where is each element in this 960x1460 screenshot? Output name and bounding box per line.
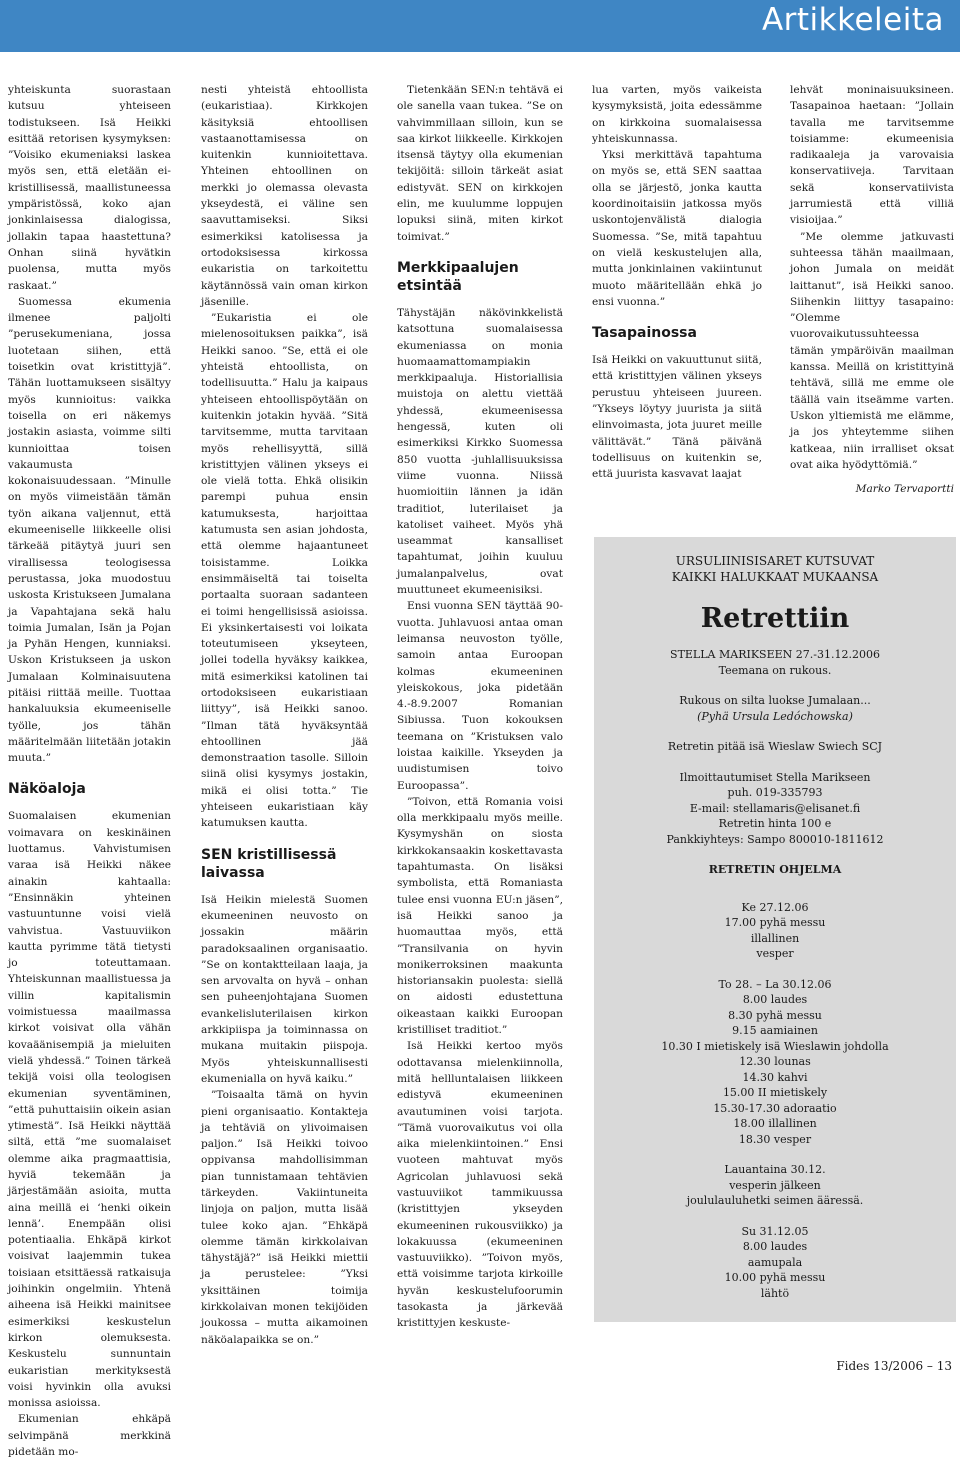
paragraph: Isä Heikki kertoo myös odottavansa mielenkiinnolla, mitä hellluntalaisen liikkeen edistyvä ekumeeninen avautuminen voisi tarjota. ”Tämä vuorovaikutus voi olla aika mielenkiintoinen.” Ensi vuoteen mahtuvat myös Agricolan juhlavuosi sekä vastuuviikot tammikuussa (kristittyjen ykseyden ekumeeninen rukousviikko) ja lokakuussa (ekumeeninen vastuuviikko). ”Toivon myös, että voisimme tarjota kirkoille hyvän keskustelufoorumin tasokasta ja järkevää kristittyjen keskuste- bbox=[397, 1040, 563, 1330]
program-line: Lauantaina 30.12. bbox=[724, 1163, 826, 1176]
header-bar bbox=[0, 0, 960, 52]
program-line: 9.15 aamiainen bbox=[732, 1024, 818, 1037]
paragraph: Ensi vuonna SEN täyttää 90-vuotta. Juhlavuosi antaa oman leimansa neuvoston työlle, samoin antaa Euroopan kolmas ekumeeninen yleiskokous, joka pidetään 4.-8.9.2007 Romanian Sibiussa. Tuon kokouksen teemana on ”Kristuksen valo loistaa kaikille. Ykseyden ja uudistumisen toivo Euroopassa”. bbox=[397, 600, 563, 792]
subheading: Merkkipaalujen etsintää bbox=[397, 259, 519, 294]
program-line: aamupala bbox=[747, 1255, 803, 1269]
paragraph: ”Toisaalta tämä on hyvin pieni organisaatio. Kontakteja ja tehtäviä on ylivoimaisen paljon.” Isä Heikki toivoo oppivansa mahdollisimman pian tunnistamaan tehtävien tärkeyden. Vakiintuneita linjoja on paljon, mutta lisää tulee koko ajan. ”Ehkäpä olemme tämän kirkkolaivan tähystäjä?” isä Heikki miettii ja perustelee: ”Yksi yksittäinen toimija kirkkolaivan monen tekijöiden joukossa – mutta aikamoinen näköalapaikka se on.” bbox=[201, 1089, 368, 1346]
paragraph: Suomalaisen ekumenian voimavara on keskinäinen luottamus. Vahvistumisen varaa isä Heikki näkee ainakin kahtaalla: ”Ensinnäkin yhteinen vastuuntunne voisi vielä vahvistua. Vastuuviikon kautta pyrimme tätä tietysti jo toteuttamaan. Yhteiskunnan maallistuessa ja villin kapitalismin voimistuessa maailmassa kirkot voisivat olla vähän kovaäänisempiä ja mieluiten vielä yhdessä.” Toinen tärkeä tekijä voisi olla teologisen ekumenian syventäminen, ”että puhuttaisiin oikein asian ytimestä”. Isä Heikki näyttää siltä, että ”me suomalaiset olemme aika pragmaattisia, hyviä tekemään ja järjestämään asioita, mutta aina meillä ei ‘henki oikein lennä’. Enempään olisi potentiaalia. Ehkäpä kirkot voisivat laajemmin tukea toisiaan etsittäessä ratkaisuja joihinkin ongelmiin. Yhtenä aiheena isä Heikki mainitsee esimerkiksi keskustelun kirkon olemuksesta. Keskustelu sunnuntain eukaristian merkityksestä voisi hyvinkin olla avuksi monissa asioissa. bbox=[8, 810, 171, 1410]
article-column-4 bbox=[592, 82, 762, 512]
page-footer: Fides 13/2006 – 13 bbox=[836, 1359, 952, 1373]
paragraph: Tietenkään SEN:n tehtävä ei ole sanella vaan tukea. ”Se on vahvimmillaan silloin, kun se saa kirkot liikkeelle. Kirkkojen itsensä täytyy olla ekumenian tekijöitä: silloin tärkeät asiat edistyvät. SEN on kirkkojen elin, me kuulumme loppujen lopuksi siinä, miten kirkot toimivat.” bbox=[397, 84, 563, 243]
paragraph: ”Toivon, että Romania voisi olla merkkipaalu myös meille. Kysymyshän on siosta kirkkokansaakin koskettavasta tapahtumasta. On lisäksi symbolista, että Romaniasta tulee ensi vuonna EU:n jäsen”, isä Heikki sanoo ja huomauttaa myös, että ”Transilvania on hyvin monikerroksinen maakunta historiansakin puolesta: siellä on aidosti edustettuna oikeastaan kaikki Euroopan kristilliset traditiot.” bbox=[397, 795, 563, 1037]
article-column-1 bbox=[8, 82, 171, 1459]
program-line: illallinen bbox=[750, 931, 800, 945]
paragraph: lua varten, myös vaikeista kysymyksistä, joita edessämme on kirkkoina suomalaisessa yhteiskunnassa. bbox=[592, 84, 762, 145]
paragraph: Isä Heikin mielestä Suomen ekumeeninen neuvosto on jossakin määrin paradoksaalinen organisaatio. ”Se on kontaktteilaan laaja, ja sen arvovalta on hyvä – onhan sen puheenjohtajana Suomen evankelisluterilaisen kirkon arkkipiispa ja toiminnassa on mukana muitakin piispoja. Myös yhteiskunnallisesti ekumenialla on hyvä kaiku.” bbox=[201, 893, 368, 1085]
paragraph: nesti yhteistä ehtoollista (eukaristiaa). Kirkkojen käsityksiä ehtoollisen vastaanottamisessa on kuitenkin kunnioitettava. Yhteinen ehtoollinen on merkki jo olemassa olevasta ykseydestä, ei väline sen saavuttamiseksi. Siksi esimerkiksi katolisessa ja ortodoksisessa kirkossa eukaristia on tarkoitettu käytännössä vain oman kirkon jäsenille. bbox=[201, 84, 368, 308]
program-line: 14.30 kahvi bbox=[742, 1070, 808, 1084]
article-column-2 bbox=[201, 82, 368, 1346]
paragraph: Suomessa ekumenia ilmenee paljolti ”perusekumeniana, jossa luotetaan siihen, että toisetkin ovat kristittyjä”. Tähän luottamukseen sisältyy myös kunnioitus: vaikka toisella on eri näkemys jostakin asiasta, voimme silti kunnioittaa toisen vakaumusta kokonaisuudessaan. ”Minulle on myös viimeistään tämän työn aikana valjennut, että ekumeeniselle liikkeelle olisi tärkeää pitäytyä juuri sen virallisessa teologisessa perustassa, joka muodostuu uskosta Kristukseen Jumalana ja Vapahtajana sekä halu toimia Jumalan, Isän ja Pojan ja Pyhän Hengen, kunniaksi. Uskon Kristukseen ja uskon Jumalaan Kolminaisuutena pitäisi riittää meille. Tuottaa hankaluuksia ekumeeniselle työlle, jos tähän määritelmään liitetään jotakin muuta.” bbox=[8, 295, 171, 765]
retreat-theme: Teemana on rukous. bbox=[718, 663, 832, 677]
box-heading-line: KAIKKI HALUKKAAT MUKAANSA bbox=[671, 570, 879, 584]
registration-line: puh. 019-335793 bbox=[727, 786, 823, 799]
author-signature: Marko Tervaportti bbox=[855, 483, 954, 496]
program-line: 8.00 laudes bbox=[742, 1240, 808, 1253]
article-column-3 bbox=[397, 82, 563, 1342]
program-line: 12.30 lounas bbox=[739, 1055, 811, 1068]
program-line: 18.30 vesper bbox=[738, 1132, 812, 1146]
retreat-announcement-box bbox=[594, 537, 956, 1322]
prayer-quote: Rukous on silta luokse Jumalaan... bbox=[679, 694, 871, 707]
program-line: 15.30-17.30 adoraatio bbox=[713, 1101, 837, 1115]
program-line: 17.00 pyhä messu bbox=[724, 916, 826, 929]
registration-line: Ilmoittautumiset Stella Marikseen bbox=[679, 770, 871, 784]
subheading: SEN kristillisessä laivassa bbox=[201, 846, 337, 881]
subheading: Näköaloja bbox=[8, 781, 86, 798]
paragraph: Ekumenian ehkäpä selvimpänä merkkinä pidetään mo- bbox=[8, 1413, 171, 1459]
subheading: Tasapainossa bbox=[592, 325, 697, 342]
program-line: 18.00 illallinen bbox=[733, 1117, 817, 1130]
program-title: RETRETIN OHJELMA bbox=[708, 863, 842, 876]
program-line: 15.00 II mietiskely bbox=[722, 1086, 828, 1099]
program-line: vesperin jälkeen bbox=[729, 1178, 821, 1192]
program-line: Ke 27.12.06 bbox=[741, 900, 809, 914]
prayer-author: (Pyhä Ursula Ledóchowska) bbox=[697, 709, 853, 723]
retreat-place: STELLA MARIKSEEN 27.-31.12.2006 bbox=[670, 648, 880, 661]
paragraph: ”Me olemme jatkuvasti suhteessa tähän maailmaan, johon Jumala on meidät laittanut”, isä Heikki sanoo. Siihenkin liittyy tasapaino: ”Olemme vuorovaikutussuhteessa tämän ympäröivän maailman kanssa. Meillä on kristittyinä tehtävä, sillä me emme ole täällä vain itseämme varten. Uskon yltiemistä me elämme, ja jos yhteytemme siihen katkeaa, niin irralliset oksat ovat aika hyödyttömiä.” bbox=[790, 230, 954, 471]
program-line: 10.30 I mietiskely isä Wieslawin johdolla bbox=[661, 1039, 889, 1053]
article-column-5 bbox=[790, 82, 954, 512]
retreat-leader: Retretin pitää isä Wieslaw Swiech SCJ bbox=[667, 740, 883, 753]
section-title: Artikkeleita bbox=[761, 2, 944, 38]
paragraph: ”Eukaristia ei ole mielenosoituksen paikka”, isä Heikki sanoo. ”Se, että ei ole yhteistä ehtoollista, on todellisuutta.” Halu ja kaipaus yhteiseen ehtoollispöytään on kuitenkin jotakin hyvää. ”Sitä tarvitsemme, mutta tarvitaan myös rehellisyyttä, sillä kristittyjen välinen ykseys ei ole vielä totta. Ehkä olisikin parempi puhua ensin katumuksesta, harjoittaa katumusta sen asian johdosta, että olemme hajaantuneet toisistamme. Loikka ensimmäiseltä tai toiselta portaalta suoraan sadanteen ei toimi hengellisissä asioissa. Ei yksinkertaisesti voi loikata toteutumiseen ykseyteen, jollei todella hyväksy kaikkea, mitä esimerkiksi katolinen tai ortodoksiseen eukaristiaan liittyy”, isä Heikki sanoo. ”Ilman tätä hyväksyntää ehtoollinen jää demonstraation tasolle. Silloin siinä olisi kysymys jostakin, mikä ei olisi totta.” Tie yhteiseen eukaristiaan käy katumuksen kautta. bbox=[201, 312, 368, 830]
box-heading-line: URSULIINISISARET KUTSUVAT bbox=[675, 554, 875, 568]
program-line: 10.00 pyhä messu bbox=[724, 1271, 826, 1284]
program-line: lähtö bbox=[760, 1286, 790, 1300]
paragraph: yhteiskunta suorastaan kutsuu yhteiseen todistukseen. Isä Heikki esittää retorisen kysymyksen: ”Voisiko ekumeniaksi laskea myös sen, että eletään ei-kristillisessä, maallistuneessa ympäristössä, koko ajan jonkinlaisessa dialogissa, jollakin tapaa haastettuna? Onhan siinä hyvätkin puolensa, mutta myös raskaat.” bbox=[8, 84, 171, 292]
paragraph: Isä Heikki on vakuuttunut siitä, että kristittyjen välinen ykseys perustuu yhteiseen juureen. ”Ykseys löytyy juurista ja siitä elinvoimasta, jota juuret meille välittävät.” Tänä päivänä todellisuus on kuitenkin se, että juurista kasvavat laajat bbox=[592, 354, 762, 481]
program-line: 8.30 pyhä messu bbox=[728, 1008, 822, 1022]
program-line: Su 31.12.05 bbox=[741, 1224, 809, 1238]
registration-line: Retretin hinta 100 e bbox=[718, 817, 832, 830]
registration-line: E-mail: stellamaris@elisanet.fi bbox=[689, 801, 861, 815]
paragraph: Yksi merkittävä tapahtuma on myös se, että SEN saattaa olla se järjestö, jonka kautta koordinoitaisiin jatkossa myös uskontojenvälistä dialogia Suomessa. ”Se, mitä tapahtuu on vielä keskustelujen alla, mutta jonkinlainen vakiintunut muoto määritellään ehkä jo ensi vuonna.” bbox=[592, 149, 762, 308]
program-line: joululauluhetki seimen ääressä. bbox=[686, 1194, 864, 1207]
program-line: 8.00 laudes bbox=[742, 993, 808, 1006]
registration-line: Pankkiyhteys: Sampo 800010-1811612 bbox=[666, 832, 884, 846]
paragraph: Tähystäjän näkövinkkelistä katsottuna suomalaisessa ekumeniassa on monia huomaamattomampiakin merkkipaaluja. Historiallisia muistoja on alettu viettää yhdessä, ekumeenisessa hengessä, kuten oli esimerkiksi Kirkko Suomessa 850 vuotta -juhlallisuuksissa viime vuonna. Niissä huomioitiin lännen ja idän traditiot, luterilaiset ja katoliset vaiheet. Myös yhä useammat kansalliset tapahtumat, joihin kuuluu jumalanpalvelus, ovat muuttuneet ekumeenisiksi. bbox=[397, 306, 563, 597]
paragraph: lehvät moninaisuuksineen. Tasapainoa haetaan: ”Jollain tavalla me tarvitsemme toisiamme: ekumeenisia radikaaleja ja varovaisia konservatiiveja. Tarvitaan sekä konservatiivista jarrumiestä että villiä visioijaa.” bbox=[790, 84, 954, 227]
program-line: To 28. – La 30.12.06 bbox=[718, 977, 832, 991]
program-line: vesper bbox=[756, 947, 794, 960]
box-title: Retrettiin bbox=[700, 603, 850, 634]
